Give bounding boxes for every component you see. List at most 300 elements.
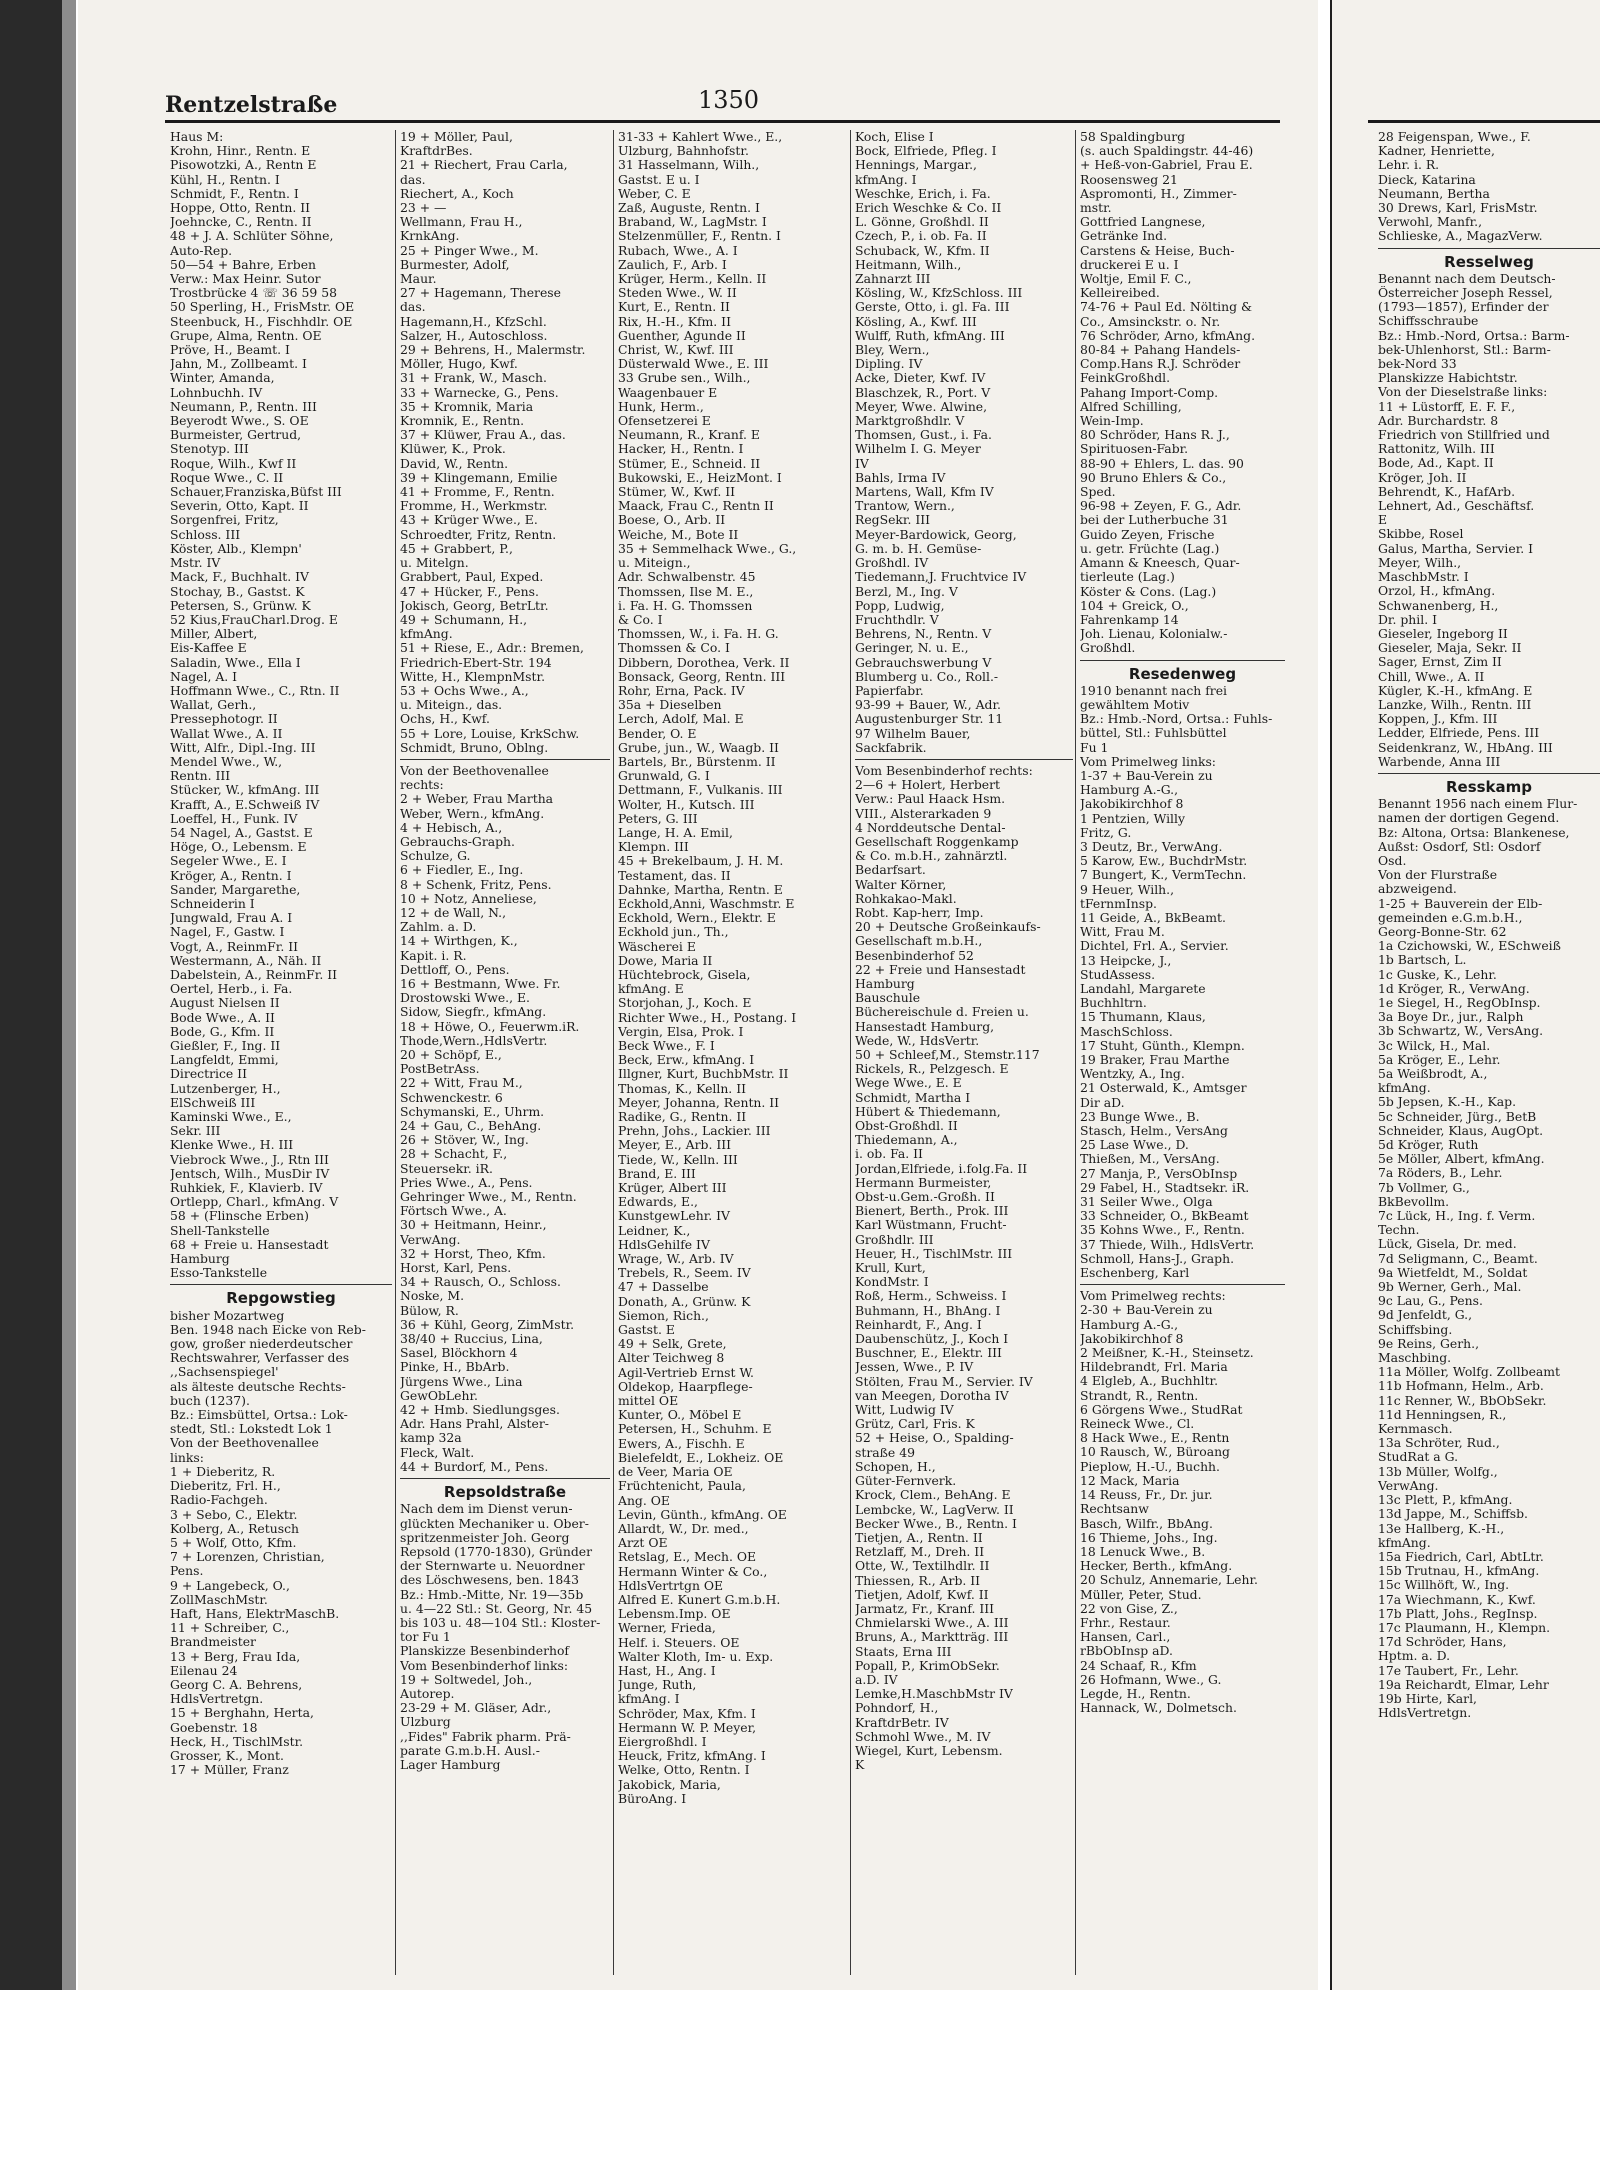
directory-entry: 90 Bruno Ehlers & Co.,: [1080, 470, 1227, 485]
directory-entry: Autorep.: [400, 1686, 455, 1701]
directory-entry: Basch, Wilfr., BbAng.: [1080, 1516, 1213, 1531]
directory-entry: Jessen, Wwe., P. IV: [855, 1360, 974, 1375]
directory-entry: Wallat Wwe., A. II: [170, 726, 283, 741]
directory-entry: Lehr. i. R.: [1378, 158, 1440, 173]
section-divider: [855, 759, 1073, 760]
directory-entry: Hoffmann Wwe., C., Rtn. II: [170, 683, 340, 698]
directory-entry: Hübert & Thiedemann,: [855, 1104, 1001, 1119]
directory-entry: Krohn, Hinr., Rentn. E: [170, 144, 311, 159]
directory-entry: 29 Fabel, H., Stadtsekr. iR.: [1080, 1180, 1250, 1195]
directory-entry: Aspromonti, H., Zimmer-: [1080, 186, 1237, 201]
directory-entry: Stücker, W., kfmAng. III: [170, 783, 320, 798]
directory-entry: Thießen, M., VersAng.: [1080, 1152, 1220, 1167]
directory-entry: 44 + Burdorf, M., Pens.: [400, 1459, 549, 1474]
directory-entry: Lehnert, Ad., Geschäftsf.: [1378, 499, 1535, 514]
directory-entry: Stochay, B., Gastst. K: [170, 584, 305, 599]
directory-entry: Thiessen, R., Arb. II: [855, 1573, 981, 1588]
directory-entry: Kröger, A., Rentn. I: [170, 868, 292, 883]
directory-entry: Hunk, Herm.,: [618, 399, 704, 414]
directory-entry: Hoppe, Otto, Rentn. II: [170, 201, 311, 216]
directory-entry: spritzenmeister Joh. Georg: [400, 1530, 570, 1545]
directory-entry: Ledder, Elfriede, Pens. III: [1378, 726, 1540, 741]
directory-entry: BüroAng. I: [618, 1791, 687, 1806]
directory-entry: Schröder, Max, Kfm. I: [618, 1706, 756, 1721]
directory-entry: Neumann, R., Kranf. E: [618, 428, 760, 443]
directory-entry: 19 Braker, Frau Marthe: [1080, 1053, 1230, 1067]
directory-entry: Legde, H., Rentn.: [1080, 1686, 1191, 1701]
directory-entry: 17d Schröder, Hans,: [1378, 1635, 1507, 1650]
directory-entry: 25 + Pinger Wwe., M.: [400, 243, 539, 258]
directory-entry: Walter Kloth, Im- u. Exp.: [618, 1649, 774, 1664]
directory-entry: 1 Pentzien, Willy: [1080, 811, 1185, 826]
directory-entry: 74-76 + Paul Ed. Nölting &: [1080, 300, 1252, 315]
directory-entry: Ben. 1948 nach Eicke von Reb-: [170, 1322, 366, 1337]
directory-entry: kfmAng.: [1378, 1081, 1431, 1096]
directory-entry: Winter, Amanda,: [170, 371, 275, 386]
directory-entry: Dettmann, F., Vulkanis. III: [618, 783, 783, 798]
directory-entry: 15a Fiedrich, Carl, AbtLtr.: [1378, 1549, 1544, 1564]
directory-entry: Directrice II: [170, 1067, 247, 1082]
directory-entry: 52 + Heise, O., Spalding-: [855, 1431, 1014, 1446]
directory-entry: Staats, Erna III: [855, 1644, 952, 1659]
directory-entry: Hamburg A.-G.,: [1080, 1317, 1179, 1332]
directory-entry: gow, großer niederdeutscher: [170, 1337, 353, 1352]
directory-entry: 32 + Horst, Theo, Kfm.: [400, 1246, 546, 1261]
directory-entry: Wiegel, Kurt, Lebensm.: [855, 1743, 1003, 1758]
directory-entry: kfmAng. I: [618, 1692, 680, 1707]
directory-entry: Jürgens Wwe., Lina: [400, 1374, 523, 1389]
directory-entry: 7d Seligmann, C., Beamt.: [1378, 1251, 1538, 1266]
section-divider: [400, 759, 610, 760]
directory-entry: 22 + Witt, Frau M.,: [400, 1076, 523, 1091]
directory-entry: 22 + Freie und Hansestadt: [855, 962, 1026, 977]
directory-entry: 4 + Hebisch, A.,: [400, 820, 503, 835]
directory-entry: Witt, Ludwig IV: [855, 1403, 954, 1418]
directory-entry: Eckhold, Wern., Elektr. E: [618, 911, 776, 926]
directory-entry: 50—54 + Bahre, Erben: [170, 257, 317, 272]
directory-entry: 27 + Hagemann, Therese: [400, 286, 561, 301]
directory-entry: 3 Deutz, Br., VerwAng.: [1080, 839, 1223, 854]
directory-entry: Eiergroßhdl. I: [618, 1734, 707, 1749]
directory-entry: Hamburg: [170, 1252, 230, 1267]
directory-entry: Schmidt, Martha I: [855, 1090, 971, 1105]
directory-entry: Bartels, Br., Bürstenm. II: [618, 754, 776, 769]
directory-entry: MaschbMstr. I: [1378, 570, 1469, 585]
directory-entry: Pressephotogr. II: [170, 712, 278, 727]
directory-entry: Rickels, R., Pelzgesch. E: [855, 1062, 1009, 1077]
directory-entry: Gesellschaft Roggenkamp: [855, 834, 1019, 849]
directory-entry: Marktgroßhdlr. V: [855, 414, 965, 429]
directory-entry: 9a Wietfeldt, M., Soldat: [1378, 1265, 1528, 1280]
directory-entry: i. ob. Fa. II: [855, 1147, 923, 1162]
directory-entry: Verw.: Paul Haack Hsm.: [855, 792, 1006, 807]
directory-entry: Frhr., Restaur.: [1080, 1615, 1171, 1630]
directory-entry: Dowe, Maria II: [618, 953, 713, 968]
directory-entry: Bode, G., Kfm. II: [170, 1024, 275, 1039]
directory-entry: Ortlepp, Charl., kfmAng. V: [170, 1195, 339, 1210]
directory-entry: 49 + Selk, Grete,: [618, 1337, 727, 1352]
directory-entry: Hermann W. P. Meyer,: [618, 1720, 757, 1735]
directory-entry: 5 Karow, Ew., BuchdrMstr.: [1080, 854, 1248, 869]
directory-entry: Grütz, Carl, Fris. K: [855, 1417, 975, 1432]
column-separator: [613, 130, 614, 1975]
directory-entry: Christ, W., Kwf. III: [618, 343, 734, 358]
directory-entry: Steden Wwe., W. II: [618, 286, 737, 301]
header-rule-right: [1368, 120, 1600, 123]
directory-entry: 41 + Fromme, F., Rentn.: [400, 485, 555, 500]
directory-entry: 5c Schneider, Jürg., BetB: [1378, 1109, 1537, 1124]
page-street-title: Rentzelstraße: [165, 92, 338, 118]
directory-entry: tierleute (Lag.): [1080, 570, 1175, 585]
directory-entry: 33 Schneider, O., BkBeamt: [1080, 1209, 1249, 1224]
directory-entry: Außst: Osdorf, Stl: Osdorf: [1378, 839, 1541, 854]
directory-entry: Ruhkiek, F., Klavierb. IV: [170, 1181, 323, 1196]
directory-entry: Steenbuck, H., Fischhdlr. OE: [170, 314, 353, 329]
directory-entry: KraftdrBes.: [400, 144, 473, 159]
directory-entry: Weschke, Erich, i. Fa.: [855, 186, 991, 201]
directory-entry: Landahl, Margarete: [1080, 981, 1206, 996]
directory-entry: Meyer, E., Arb. III: [618, 1138, 732, 1153]
directory-entry: Richter Wwe., H., Postang. I: [618, 1010, 797, 1025]
directory-entry: Jokisch, Georg, BetrLtr.: [400, 598, 549, 613]
directory-entry: 15b Trutnau, H., kfmAng.: [1378, 1564, 1540, 1579]
directory-entry: (s. auch Spaldingstr. 44-46): [1080, 144, 1254, 159]
directory-entry: Hacker, H., Rentn. I: [618, 442, 744, 457]
directory-entry: Maschbing.: [1378, 1351, 1452, 1366]
directory-entry: 13d Jappe, M., Schiffsb.: [1378, 1507, 1528, 1522]
directory-entry: 6 Görgens Wwe., StudRat: [1080, 1402, 1243, 1417]
directory-entry: 24 + Gau, C., BehAng.: [400, 1119, 542, 1134]
street-heading: Repgowstieg: [226, 1289, 336, 1308]
section-divider: [400, 1478, 610, 1479]
directory-entry: Boese, O., Arb. II: [618, 513, 726, 528]
directory-entry: HdlsGehilfe IV: [618, 1237, 710, 1252]
directory-entry: 37 Thiede, Wilh., HdlsVertr.: [1080, 1237, 1255, 1252]
directory-entry: Geringer, N. u. E.,: [855, 641, 969, 656]
directory-entry: u. getr. Früchte (Lag.): [1080, 541, 1220, 556]
directory-column-4: [855, 130, 1073, 1980]
directory-entry: 1d Kröger, R., VerwAng.: [1378, 981, 1530, 996]
directory-entry: 53 + Ochs Wwe., A.,: [400, 683, 529, 698]
directory-entry: Wallat, Gerh.,: [170, 698, 257, 713]
directory-entry: Förtsch Wwe., A.: [400, 1204, 507, 1219]
directory-entry: Chill, Wwe., A. II: [1378, 669, 1485, 684]
directory-entry: 1-37 + Bau-Verein zu: [1080, 768, 1213, 783]
directory-entry: Woltje, Emil F. C.,: [1080, 272, 1192, 287]
directory-entry: 28 + Schacht, F.,: [400, 1147, 508, 1162]
directory-entry: Schwanenberg, H.,: [1378, 598, 1499, 613]
directory-entry: Jakobikirchhof 8: [1080, 1331, 1184, 1346]
directory-entry: 45 + Grabbert, P.,: [400, 541, 513, 556]
directory-entry: Bley, Wern.,: [855, 343, 930, 358]
directory-entry: Hagemann,H., KfzSchl.: [400, 314, 547, 329]
directory-entry: Shell-Tankstelle: [170, 1223, 270, 1238]
directory-entry: Hamburg A.-G.,: [1080, 783, 1179, 798]
directory-entry: Tietjen, A., Rentn. II: [855, 1530, 983, 1545]
directory-entry: 17a Wiechmann, K., Kwf.: [1378, 1592, 1536, 1607]
directory-entry: bisher Mozartweg: [170, 1308, 285, 1323]
directory-entry: Goebenstr. 18: [170, 1720, 258, 1735]
directory-entry: 31-33 + Kahlert Wwe., E.,: [618, 130, 783, 144]
directory-entry: Hennings, Margar.,: [855, 158, 977, 173]
directory-entry: Radike, G., Rentn. II: [618, 1110, 747, 1125]
directory-entry: 10 + Notz, Anneliese,: [400, 891, 537, 906]
directory-entry: 12 Mack, Maria: [1080, 1473, 1180, 1488]
directory-entry: Dettloff, O., Pens.: [400, 962, 510, 977]
directory-entry: 13 Heipcke, J.,: [1080, 953, 1172, 968]
directory-entry: Horst, Karl, Pens.: [400, 1261, 512, 1276]
directory-entry: 16 + Bestmann, Wwe. Fr.: [400, 976, 561, 991]
directory-entry: Heitmann, Wilh.,: [855, 257, 962, 272]
directory-entry: Bz.: Hmb.-Nord, Ortsa.: Fuhls-: [1080, 712, 1273, 727]
directory-entry: Bukowski, E., HeizMont. I: [618, 470, 782, 485]
directory-entry: Esso-Tankstelle: [170, 1266, 268, 1281]
directory-entry: Agil-Vertrieb Ernst W.: [618, 1365, 754, 1380]
directory-entry: kfmAng.: [1378, 1535, 1431, 1550]
directory-entry: Gebrauchs-Graph.: [400, 834, 515, 849]
directory-entry: Thomssen, Ilse M. E.,: [618, 584, 754, 599]
directory-entry: Müller, Peter, Stud.: [1080, 1587, 1202, 1602]
directory-entry: 50 + Schleef,M., Stemstr.117: [855, 1048, 1040, 1062]
section-divider: [1080, 1284, 1285, 1285]
directory-entry: 17e Taubert, Fr., Lehr.: [1378, 1663, 1519, 1678]
directory-entry: mstr.: [1080, 201, 1112, 216]
directory-entry: Mstr. IV: [170, 556, 221, 571]
directory-entry: 7a Röders, B., Lehr.: [1378, 1166, 1503, 1181]
directory-entry: gewähltem Motiv: [1080, 697, 1190, 712]
directory-entry: u. Miteign.,: [618, 556, 691, 571]
directory-entry: Thode,Wern.,HdlsVertr.: [400, 1033, 548, 1048]
directory-entry: Wäscherei E: [618, 939, 696, 954]
directory-entry: Berzl, M., Ing. V: [855, 584, 958, 599]
directory-entry: RegSekr. III: [855, 513, 931, 528]
directory-entry: Lutzenberger, H.,: [170, 1081, 281, 1096]
directory-entry: 11b Hofmann, Helm., Arb.: [1378, 1379, 1544, 1394]
directory-entry: + Heß-von-Gabriel, Frau E.: [1080, 158, 1253, 173]
directory-entry: 26 + Stöver, W., Ing.: [400, 1133, 529, 1148]
directory-entry: KunstgewLehr. IV: [618, 1209, 730, 1224]
directory-entry: 37 + Klüwer, Frau A., das.: [400, 428, 566, 443]
directory-entry: Eckhold jun., Th.,: [618, 925, 729, 940]
directory-entry: Strandt, R., Rentn.: [1080, 1388, 1199, 1403]
directory-entry: 42 + Hmb. Siedlungsges.: [400, 1403, 560, 1418]
directory-entry: Schwenckestr. 6: [400, 1090, 503, 1105]
directory-entry: 5a Weißbrodt, A.,: [1378, 1067, 1488, 1081]
directory-entry: 3b Schwartz, W., VersAng.: [1378, 1024, 1544, 1039]
directory-entry: 11a Möller, Wolfg. Zollbeamt: [1378, 1365, 1561, 1380]
directory-entry: 4 Elgleb, A., Buchhltr.: [1080, 1374, 1219, 1389]
directory-entry: Gebrauchswerbung V: [855, 655, 992, 670]
directory-entry: Eilenau 24: [170, 1663, 238, 1678]
directory-entry: Burmester, Adolf,: [400, 257, 510, 272]
directory-entry: parate G.m.b.H. Ausl.-: [400, 1743, 540, 1758]
directory-entry: Lager Hamburg: [400, 1757, 501, 1772]
directory-entry: Westermann, A., Näh. II: [170, 953, 322, 968]
directory-entry: bek-Uhlenhorst, Stl.: Barm-: [1378, 342, 1551, 357]
directory-entry: Schauer,Franziska,Büfst III: [170, 485, 342, 500]
directory-entry: Thomssen, W., i. Fa. H. G.: [618, 627, 779, 642]
directory-entry: Meyer, Johanna, Rentn. II: [618, 1095, 780, 1110]
directory-entry: Planskizze Besenbinderhof: [400, 1644, 570, 1659]
directory-entry: Peters, G. III: [618, 811, 698, 826]
directory-entry: Lanzke, Wilh., Rentn. III: [1378, 697, 1532, 712]
directory-entry: Haus M:: [170, 130, 224, 144]
directory-entry: 1-25 + Bauverein der Elb-: [1378, 896, 1543, 911]
directory-entry: straße 49: [855, 1445, 915, 1460]
directory-entry: Beck, Erw., kfmAng. I: [618, 1053, 755, 1068]
directory-entry: 16 Thieme, Johs., Ing.: [1080, 1530, 1218, 1545]
directory-entry: Bülow, R.: [400, 1303, 459, 1318]
directory-entry: Zaß, Auguste, Rentn. I: [618, 201, 760, 216]
directory-entry: Bock, Elfriede, Pfleg. I: [855, 144, 997, 159]
directory-entry: Stenotyp. III: [170, 442, 249, 457]
directory-entry: Brandmeister: [170, 1635, 256, 1650]
directory-entry: Comp.Hans R.J. Schröder: [1080, 357, 1241, 372]
directory-entry: Hermann Winter & Co.,: [618, 1564, 768, 1579]
directory-entry: 7b Vollmer, G.,: [1378, 1180, 1470, 1195]
directory-entry: Tiedemann,J. Fruchtvice IV: [855, 570, 1027, 585]
directory-entry: Skibbe, Rosel: [1378, 527, 1464, 542]
directory-entry: Witt, Frau M.: [1080, 925, 1165, 940]
directory-entry: 5d Kröger, Ruth: [1378, 1138, 1479, 1153]
directory-entry: Nagel, A. I: [170, 669, 238, 684]
directory-entry: David, W., Rentn.: [400, 456, 509, 471]
directory-entry: Eckhold,Anni, Waschmstr. E: [618, 896, 795, 911]
directory-entry: Witt, Alfr., Dipl.-Ing. III: [170, 740, 316, 755]
directory-entry: & Co. m.b.H., zahnärztl.: [855, 849, 1008, 864]
directory-entry: 31 + Frank, W., Masch.: [400, 371, 547, 386]
directory-entry: Behrens, N., Rentn. V: [855, 627, 992, 642]
directory-entry: Amann & Kneesch, Quar-: [1080, 556, 1240, 571]
directory-entry: Kurt, E., Rentn. II: [618, 300, 730, 315]
directory-entry: 7 + Lorenzen, Christian,: [170, 1550, 325, 1565]
directory-entry: Levin, Günth., kfmAng. OE: [618, 1507, 787, 1522]
directory-entry: u. Miteign., das.: [400, 698, 503, 713]
section-divider: [170, 1284, 392, 1285]
book-binding-edge: [62, 0, 76, 2177]
directory-entry: Benannt nach dem Deutsch-: [1378, 271, 1556, 286]
directory-entry: Fromme, H., Werkmstr.: [400, 499, 548, 514]
directory-entry: links:: [170, 1450, 204, 1465]
directory-entry: Helf. i. Steuers. OE: [618, 1635, 740, 1650]
directory-entry: Maack, Frau C., Rentn II: [618, 499, 774, 514]
directory-entry: Ulzburg, Bahnhofstr.: [618, 144, 749, 159]
directory-entry: Bielefeldt, E., Lokheiz. OE: [618, 1450, 784, 1465]
directory-entry: Dahnke, Martha, Rentn. E: [618, 882, 783, 897]
directory-entry: Popall, P., KrimObSekr.: [855, 1658, 1000, 1673]
directory-entry: Fritz, G.: [1080, 825, 1132, 840]
directory-entry: Thomas, K., Kelln. II: [618, 1081, 746, 1096]
directory-entry: Chmielarski Wwe., A. III: [855, 1616, 1009, 1631]
directory-entry: E: [1378, 513, 1388, 528]
directory-entry: Burmeister, Gertrud,: [170, 428, 302, 443]
directory-entry: Dr. phil. I: [1378, 612, 1437, 627]
directory-entry: 17 + Müller, Franz: [170, 1763, 289, 1778]
directory-entry: Wrage, W., Arb. IV: [618, 1252, 734, 1267]
directory-entry: Schlieske, A., MagazVerw.: [1378, 229, 1543, 244]
directory-entry: Beyerodt Wwe., S. OE: [170, 414, 309, 429]
directory-entry: Zaulich, F., Arb. I: [618, 257, 727, 272]
directory-entry: Erich Weschke & Co. II: [855, 201, 1002, 216]
directory-entry: Dieberitz, Frl. H.,: [170, 1479, 281, 1494]
directory-entry: kfmAng.: [400, 627, 453, 642]
directory-entry: bis 103 u. 48—104 Stl.: Kloster-: [400, 1615, 601, 1630]
directory-entry: Witte, H., KlempnMstr.: [400, 669, 546, 684]
directory-entry: Krock, Clem., BehAng. E: [855, 1488, 1011, 1503]
directory-entry: Bz.: Hmb.-Nord, Ortsa.: Barm-: [1378, 328, 1570, 343]
directory-entry: Buschner, E., Elektr. III: [855, 1346, 1002, 1361]
directory-entry: Allardt, W., Dr. med.,: [618, 1521, 749, 1536]
directory-entry: 35 + Semmelhack Wwe., G.,: [618, 541, 797, 556]
directory-entry: Arzt OE: [618, 1536, 668, 1551]
directory-entry: ZollMaschMstr.: [170, 1592, 268, 1607]
directory-entry: Höge, O., Lebensm. E: [170, 840, 307, 855]
directory-entry: 34 + Rausch, O., Schloss.: [400, 1275, 561, 1290]
directory-entry: ElSchweiß III: [170, 1095, 256, 1110]
directory-entry: Welke, Otto, Rentn. I: [618, 1763, 750, 1778]
directory-entry: Gieseler, Maja, Sekr. II: [1378, 641, 1522, 656]
header-rule: [165, 120, 1280, 123]
directory-entry: Vom Besenbinderhof rechts:: [855, 763, 1033, 778]
directory-entry: Steuersekr. iR.: [400, 1161, 493, 1176]
directory-entry: bei der Lutherbuche 31: [1080, 513, 1229, 528]
directory-entry: Bedarfsart.: [855, 863, 926, 878]
directory-entry: Klenke Wwe., H. III: [170, 1138, 294, 1153]
directory-entry: gemeinden e.G.m.b.H.,: [1378, 910, 1523, 925]
directory-entry: Dichtel, Frl. A., Servier.: [1080, 939, 1229, 954]
page-number: 1350: [698, 86, 760, 114]
directory-entry: Grosser, K., Mont.: [170, 1748, 284, 1763]
directory-entry: 35 Kohns Wwe., F., Rentn.: [1080, 1223, 1245, 1238]
directory-entry: Grabbert, Paul, Exped.: [400, 570, 544, 585]
directory-entry: Pieplow, H.-U., Buchh.: [1080, 1459, 1220, 1474]
directory-entry: Jakobick, Maria,: [618, 1777, 721, 1792]
directory-entry: Alter Teichweg 8: [618, 1351, 725, 1366]
directory-entry: Haft, Hans, ElektrMaschB.: [170, 1606, 340, 1621]
directory-entry: Nach dem im Dienst verun-: [400, 1502, 573, 1517]
directory-entry: Schymanski, E., Uhrm.: [400, 1104, 545, 1119]
directory-entry: Bruns, A., Marktträg. III: [855, 1630, 1009, 1645]
directory-entry: 11 Geide, A., BkBeamt.: [1080, 910, 1226, 925]
directory-column-3: [618, 130, 846, 1980]
directory-entry: Retzlaff, M., Dreh. II: [855, 1545, 985, 1560]
directory-entry: VerwAng.: [400, 1232, 461, 1247]
directory-entry: 13b Müller, Wolfg.,: [1378, 1464, 1498, 1479]
directory-entry: Hansen, Carl.,: [1080, 1630, 1171, 1645]
column-separator: [1075, 130, 1076, 1975]
directory-entry: Krull, Kurt,: [855, 1261, 926, 1276]
directory-entry: PostBetrAss.: [400, 1062, 480, 1077]
directory-entry: 21 Osterwald, K., Amtsger: [1080, 1081, 1247, 1096]
directory-entry: Rohkakao-Makl.: [855, 891, 957, 906]
directory-entry: Radio-Fachgeh.: [170, 1493, 268, 1508]
directory-entry: Sekr. III: [170, 1124, 221, 1139]
directory-entry: 3a Boye Dr., jur., Ralph: [1378, 1010, 1524, 1025]
directory-entry: Beck Wwe., F. I: [618, 1039, 715, 1053]
directory-entry: Oldekop, Haarpflege-: [618, 1379, 753, 1394]
directory-entry: Daubenschütz, J., Koch I: [855, 1332, 1009, 1347]
directory-entry: 11 + Lüstorff, E. F. F.,: [1378, 399, 1516, 414]
directory-entry: Krafft, A., E.Schweiß IV: [170, 797, 320, 812]
directory-entry: 17c Plaumann, H., Klempn.: [1378, 1620, 1551, 1635]
directory-entry: Ewers, A., Fischh. E: [618, 1436, 745, 1451]
directory-entry: Alfred Schilling,: [1080, 399, 1182, 414]
directory-entry: Mendel Wwe., W.,: [170, 754, 283, 769]
directory-entry: Thomssen & Co. I: [618, 641, 730, 656]
directory-entry: L. Gönne, Großhdl. II: [855, 215, 989, 230]
directory-entry: 23 Bunge Wwe., B.: [1080, 1109, 1200, 1124]
section-divider: [1378, 773, 1600, 774]
